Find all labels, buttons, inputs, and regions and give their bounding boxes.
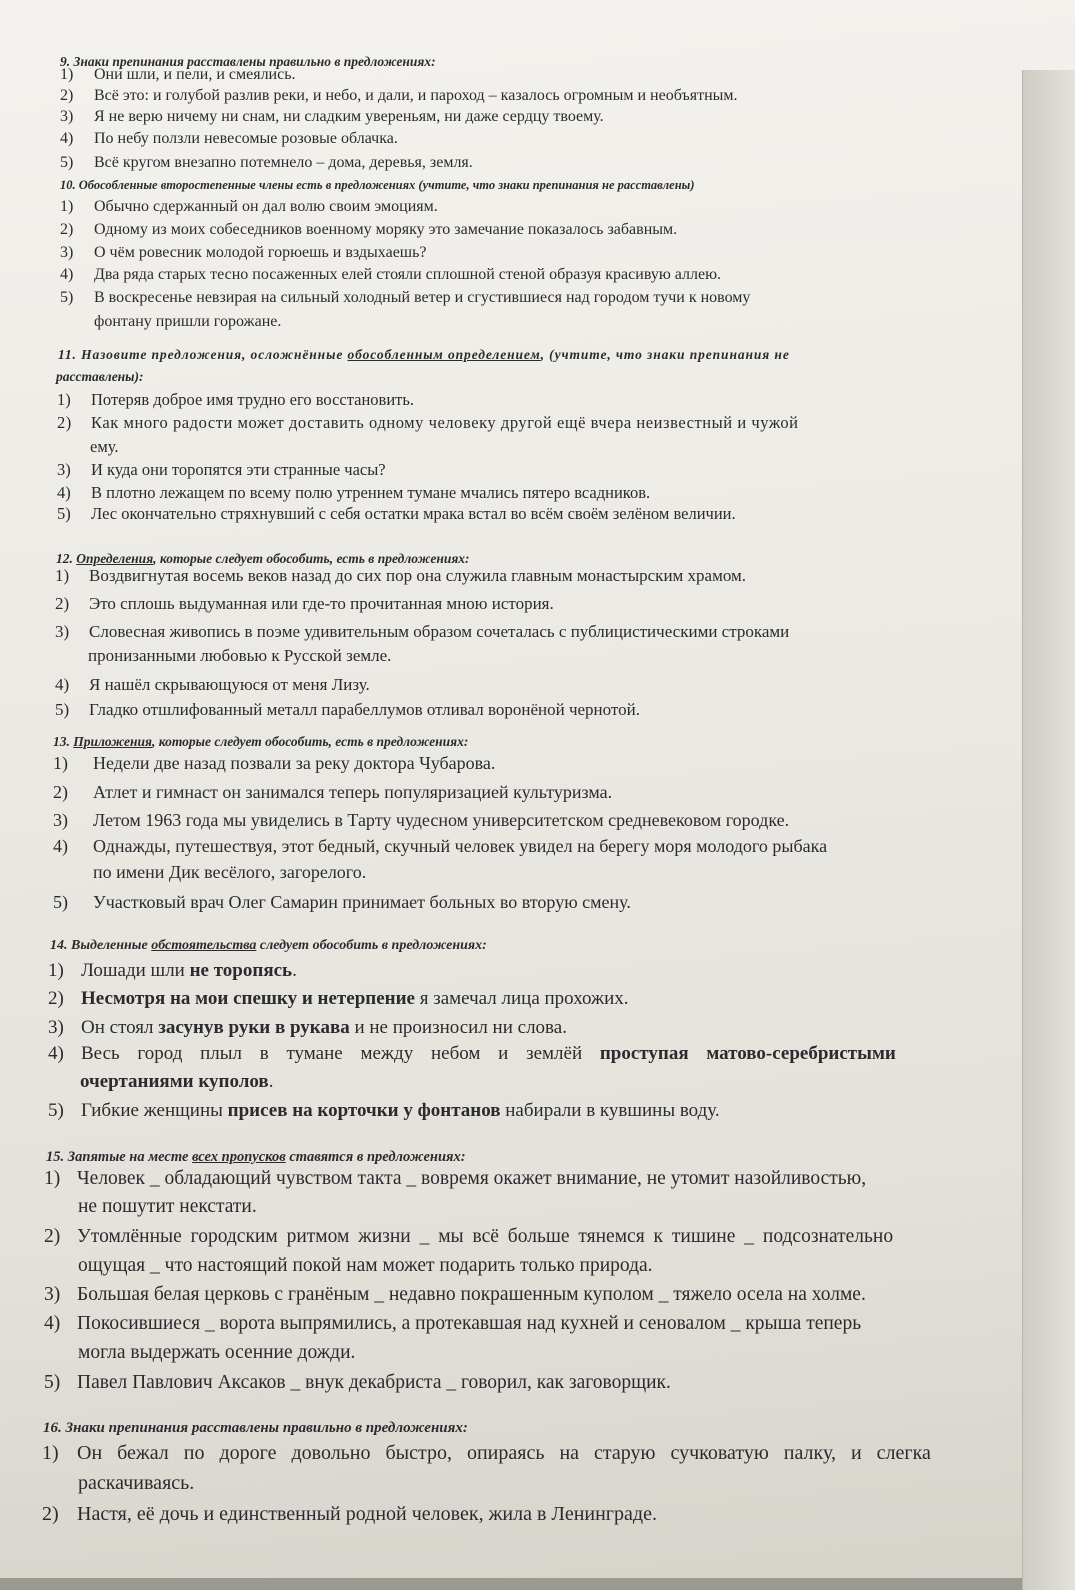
q10-item-3: 3) О чём ровесник молодой горюешь и вздыхаешь? [60, 244, 427, 261]
q9-item-5: 5) Всё кругом внезапно потемнело – дома, деревья, земля. [60, 154, 473, 171]
q15-item-1: 1) Человек _ обладающий чувством такта _ вовремя окажет внимание, не утомит назойливостью, [44, 1168, 867, 1189]
question-14-title: 14. Выделенные обстоятельства следует обособить в предложениях: [50, 938, 487, 953]
q12-item-1: 1) Воздвигнутая восемь веков назад до сих пор она служила главным монастырским храмом. [55, 566, 747, 585]
q10-item-5-continuation: фонтану пришли горожане. [94, 313, 282, 330]
q11-item-1: 1) Потеряв доброе имя трудно его восстановить. [57, 390, 415, 409]
q14-item-5: 5) Гибкие женщины присев на корточки у фонтанов набирали в кувшины воду. [48, 1100, 720, 1121]
q15-item-5: 5) Павел Павлович Аксаков _ внук декабриста _ говорил, как заговорщик. [44, 1372, 671, 1393]
q12-item-3: 3) Словесная живопись в поэме удивительным образом сочеталась с публицистическими строками [55, 622, 790, 641]
q15-item-3: 3) Большая белая церковь с гранёным _ недавно покрашенным куполом _ тяжело осела на холме. [44, 1284, 866, 1305]
q16-item-1: 1) Он бежал по дороге довольно быстро, опираясь на старую сучковатую палку, и слегка [42, 1442, 931, 1464]
q15-item-4-continuation: могла выдержать осенние дожди. [78, 1342, 356, 1363]
q10-item-2: 2) Одному из моих собеседников военному моряку это замечание показалось забавным. [60, 221, 678, 238]
q13-item-2: 2) Атлет и гимнаст он занимался теперь популяризацией культуризма. [53, 782, 613, 802]
question-11-title: 11. Назовите предложения, осложнённые обособленным определением, (учтите, что знаки препинания не [58, 347, 790, 362]
q15-item-4: 4) Покосившиеся _ ворота выпрямились, а протекавшая над кухней и сеновалом _ крыша теперь [44, 1313, 862, 1334]
q12-item-2: 2) Это сплошь выдуманная или где-то прочитанная мною история. [55, 594, 554, 613]
q10-item-1: 1) Обычно сдержанный он дал волю своим эмоциям. [60, 198, 438, 215]
question-15-title: 15. Запятые на месте всех пропусков ставятся в предложениях: [46, 1149, 466, 1165]
q11-item-2: 2) Как много радости может доставить одному человеку другой ещё вчера неизвестный и чужой [57, 413, 799, 432]
q14-item-3: 3) Он стоял засунув руки в рукава и не произносил ни слова. [48, 1017, 567, 1038]
q9-item-4: 4) По небу ползли невесомые розовые облачка. [60, 130, 398, 147]
q11-item-4: 4) В плотно лежащем по всему полю утреннем тумане мчались пятеро всадников. [57, 483, 651, 502]
q9-item-1: 1) Они шли, и пели, и смеялись. [60, 66, 296, 83]
q15-item-1-continuation: не пошутит некстати. [78, 1196, 257, 1217]
q13-item-3: 3) Летом 1963 года мы увиделись в Тарту чудесном университетском средневековом городке. [53, 810, 790, 830]
q13-item-4: 4) Однажды, путешествуя, этот бедный, скучный человек увидел на берегу моря молодого рыбака [53, 836, 828, 856]
q10-item-4: 4) Два ряда старых тесно посаженных елей стояли сплошной стеной образуя красивую аллею. [60, 266, 722, 283]
q14-item-4-continuation: очертаниями куполов. [80, 1071, 274, 1092]
q13-item-5: 5) Участковый врач Олег Самарин принимает больных во вторую смену. [53, 892, 631, 912]
q14-item-2: 2) Несмотря на мои спешку и нетерпение я замечал лица прохожих. [48, 988, 629, 1009]
q15-item-2: 2) Утомлённые городским ритмом жизни _ мы всё больше тянемся к тишине _ подсознательно [44, 1226, 894, 1247]
q14-item-4: 4) Весь город плыл в тумане между небом и землёй проступая матово-серебристыми [48, 1043, 896, 1064]
question-11-title-line2: расставлены): [56, 369, 144, 384]
q13-item-4-continuation: по имени Дик весёлого, загорелого. [93, 862, 367, 882]
q9-item-2: 2) Всё это: и голубой разлив реки, и небо, и дали, и пароход – казалось огромным и необъятным. [60, 87, 738, 104]
q11-item-2-continuation: ему. [90, 437, 119, 456]
question-13-title: 13. Приложения, которые следует обособить, есть в предложениях: [53, 734, 469, 749]
q12-item-5: 5) Гладко отшлифованный металл парабеллумов отливал воронёной чернотой. [55, 700, 640, 719]
q13-item-1: 1) Недели две назад позвали за реку доктора Чубарова. [53, 753, 496, 773]
question-16-title: 16. Знаки препинания расставлены правильно в предложениях: [43, 1420, 468, 1436]
q16-item-2: 2) Настя, её дочь и единственный родной человек, жила в Ленинграде. [42, 1503, 657, 1525]
q11-item-3: 3) И куда они торопятся эти странные часы? [57, 460, 386, 479]
q9-item-3: 3) Я не верю ничему ни снам, ни сладким увереньям, ни даже сердцу твоему. [60, 108, 604, 125]
q16-item-1-continuation: раскачиваясь. [78, 1472, 195, 1494]
q15-item-2-continuation: ощущая _ что настоящий покой нам может подарить только природа. [78, 1255, 653, 1276]
q10-item-5: 5) В воскресенье невзирая на сильный холодный ветер и сгустившиеся над городом тучи к новому [60, 289, 751, 306]
question-9-title: 9. Знаки препинания расставлены правильно в предложениях: [60, 54, 436, 69]
q12-item-3-continuation: пронизанными любовью к Русской земле. [88, 646, 392, 665]
question-10-title: 10. Обособленные второстепенные члены есть в предложениях (учтите, что знаки препинания не расставлены) [60, 178, 695, 192]
q11-item-5: 5) Лес окончательно стряхнувший с себя остатки мрака встал во всём своём зелёном величии. [57, 504, 736, 523]
question-12-title: 12. Определения, которые следует обособить, есть в предложениях: [56, 551, 470, 566]
q14-item-1: 1) Лошади шли не торопясь. [48, 960, 297, 981]
q12-item-4: 4) Я нашёл скрывающуюся от меня Лизу. [55, 675, 370, 694]
